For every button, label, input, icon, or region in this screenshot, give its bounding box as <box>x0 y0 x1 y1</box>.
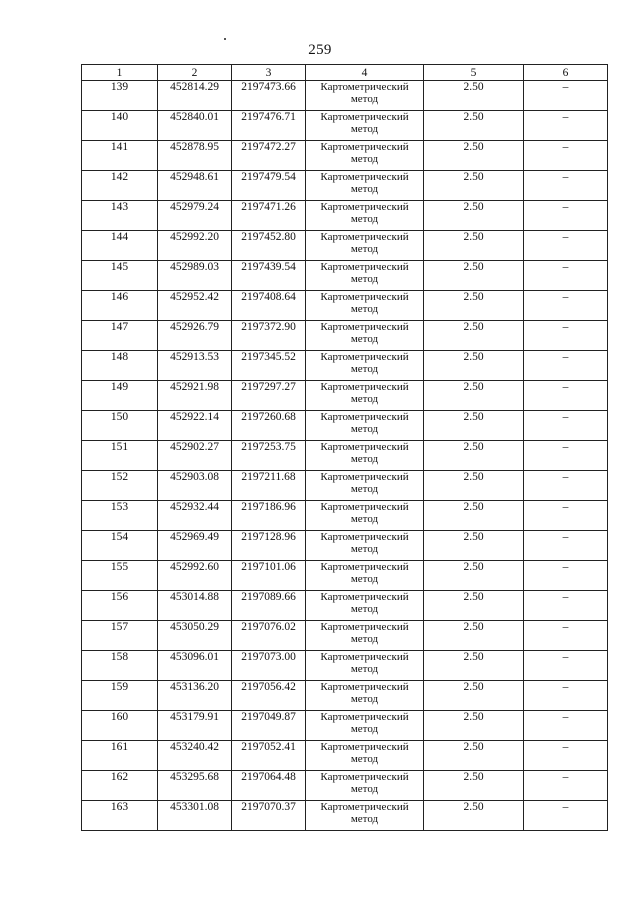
table-row <box>82 351 608 381</box>
point-number-cell: 157 <box>82 621 158 651</box>
accuracy-cell: 2.50 <box>424 321 524 351</box>
y-coordinate-cell: 2197253.75 <box>232 441 306 471</box>
page-number: 259 <box>308 42 332 58</box>
method-cell: Картометрический метод <box>306 741 424 771</box>
note-cell: – <box>524 201 608 231</box>
y-coordinate-cell: 2197476.71 <box>232 111 306 141</box>
point-number-cell: 150 <box>82 411 158 441</box>
column-header-2: 2 <box>158 65 232 81</box>
point-number-cell: 154 <box>82 531 158 561</box>
note-cell: – <box>524 741 608 771</box>
method-cell: Картометрический метод <box>306 141 424 171</box>
x-coordinate-cell: 452913.53 <box>158 351 232 381</box>
point-number-cell: 146 <box>82 291 158 321</box>
table-row <box>82 561 608 591</box>
accuracy-cell: 2.50 <box>424 231 524 261</box>
point-number-cell: 155 <box>82 561 158 591</box>
x-coordinate-cell: 452979.24 <box>158 201 232 231</box>
y-coordinate-cell: 2197472.27 <box>232 141 306 171</box>
note-cell: – <box>524 771 608 801</box>
column-header-5: 5 <box>424 65 524 81</box>
table-header-row <box>82 65 608 81</box>
note-cell: – <box>524 501 608 531</box>
method-cell: Картометрический метод <box>306 261 424 291</box>
method-cell: Картометрический метод <box>306 561 424 591</box>
table-body <box>82 81 608 831</box>
accuracy-cell: 2.50 <box>424 501 524 531</box>
table-row <box>82 231 608 261</box>
x-coordinate-cell: 452840.01 <box>158 111 232 141</box>
method-cell: Картометрический метод <box>306 231 424 261</box>
x-coordinate-cell: 453301.08 <box>158 801 232 831</box>
method-cell: Картометрический метод <box>306 681 424 711</box>
note-cell: – <box>524 171 608 201</box>
accuracy-cell: 2.50 <box>424 621 524 651</box>
y-coordinate-cell: 2197089.66 <box>232 591 306 621</box>
accuracy-cell: 2.50 <box>424 801 524 831</box>
method-cell: Картометрический метод <box>306 471 424 501</box>
method-cell: Картометрический метод <box>306 381 424 411</box>
accuracy-cell: 2.50 <box>424 411 524 441</box>
table-row <box>82 531 608 561</box>
point-number-cell: 149 <box>82 381 158 411</box>
x-coordinate-cell: 452878.95 <box>158 141 232 171</box>
table-row <box>82 111 608 141</box>
y-coordinate-cell: 2197479.54 <box>232 171 306 201</box>
x-coordinate-cell: 452989.03 <box>158 261 232 291</box>
note-cell: – <box>524 141 608 171</box>
method-cell: Картометрический метод <box>306 651 424 681</box>
note-cell: – <box>524 531 608 561</box>
y-coordinate-cell: 2197052.41 <box>232 741 306 771</box>
x-coordinate-cell: 453295.68 <box>158 771 232 801</box>
x-coordinate-cell: 453096.01 <box>158 651 232 681</box>
note-cell: – <box>524 471 608 501</box>
y-coordinate-cell: 2197452.80 <box>232 231 306 261</box>
table-row <box>82 171 608 201</box>
column-header-3: 3 <box>232 65 306 81</box>
table-row <box>82 801 608 831</box>
point-number-cell: 153 <box>82 501 158 531</box>
x-coordinate-cell: 452902.27 <box>158 441 232 471</box>
x-coordinate-cell: 452926.79 <box>158 321 232 351</box>
point-number-cell: 160 <box>82 711 158 741</box>
table-row <box>82 771 608 801</box>
point-number-cell: 140 <box>82 111 158 141</box>
method-cell: Картометрический метод <box>306 201 424 231</box>
x-coordinate-cell: 453136.20 <box>158 681 232 711</box>
column-header-6: 6 <box>524 65 608 81</box>
y-coordinate-cell: 2197345.52 <box>232 351 306 381</box>
accuracy-cell: 2.50 <box>424 81 524 111</box>
method-cell: Картометрический метод <box>306 171 424 201</box>
table-row <box>82 321 608 351</box>
accuracy-cell: 2.50 <box>424 141 524 171</box>
note-cell: – <box>524 321 608 351</box>
x-coordinate-cell: 453050.29 <box>158 621 232 651</box>
y-coordinate-cell: 2197439.54 <box>232 261 306 291</box>
note-cell: – <box>524 381 608 411</box>
note-cell: – <box>524 351 608 381</box>
note-cell: – <box>524 801 608 831</box>
table-row <box>82 201 608 231</box>
table-row <box>82 621 608 651</box>
accuracy-cell: 2.50 <box>424 351 524 381</box>
point-number-cell: 147 <box>82 321 158 351</box>
y-coordinate-cell: 2197076.02 <box>232 621 306 651</box>
column-header-1: 1 <box>82 65 158 81</box>
table-row <box>82 591 608 621</box>
x-coordinate-cell: 453179.91 <box>158 711 232 741</box>
x-coordinate-cell: 452932.44 <box>158 501 232 531</box>
method-cell: Картометрический метод <box>306 81 424 111</box>
point-number-cell: 151 <box>82 441 158 471</box>
method-cell: Картометрический метод <box>306 771 424 801</box>
x-coordinate-cell: 452992.60 <box>158 561 232 591</box>
y-coordinate-cell: 2197101.06 <box>232 561 306 591</box>
accuracy-cell: 2.50 <box>424 771 524 801</box>
accuracy-cell: 2.50 <box>424 471 524 501</box>
method-cell: Картометрический метод <box>306 531 424 561</box>
accuracy-cell: 2.50 <box>424 531 524 561</box>
accuracy-cell: 2.50 <box>424 111 524 141</box>
point-number-cell: 144 <box>82 231 158 261</box>
table-row <box>82 741 608 771</box>
y-coordinate-cell: 2197073.00 <box>232 651 306 681</box>
y-coordinate-cell: 2197211.68 <box>232 471 306 501</box>
accuracy-cell: 2.50 <box>424 591 524 621</box>
y-coordinate-cell: 2197049.87 <box>232 711 306 741</box>
point-number-cell: 145 <box>82 261 158 291</box>
point-number-cell: 162 <box>82 771 158 801</box>
coordinates-table <box>81 64 608 831</box>
accuracy-cell: 2.50 <box>424 441 524 471</box>
y-coordinate-cell: 2197408.64 <box>232 291 306 321</box>
point-number-cell: 139 <box>82 81 158 111</box>
method-cell: Картометрический метод <box>306 351 424 381</box>
y-coordinate-cell: 2197471.26 <box>232 201 306 231</box>
method-cell: Картометрический метод <box>306 441 424 471</box>
accuracy-cell: 2.50 <box>424 381 524 411</box>
table-row <box>82 471 608 501</box>
method-cell: Картометрический метод <box>306 501 424 531</box>
method-cell: Картометрический метод <box>306 711 424 741</box>
y-coordinate-cell: 2197372.90 <box>232 321 306 351</box>
y-coordinate-cell: 2197128.96 <box>232 531 306 561</box>
accuracy-cell: 2.50 <box>424 561 524 591</box>
note-cell: – <box>524 111 608 141</box>
table-row <box>82 651 608 681</box>
table-row <box>82 141 608 171</box>
point-number-cell: 141 <box>82 141 158 171</box>
note-cell: – <box>524 291 608 321</box>
x-coordinate-cell: 453240.42 <box>158 741 232 771</box>
point-number-cell: 152 <box>82 471 158 501</box>
note-cell: – <box>524 411 608 441</box>
note-cell: – <box>524 561 608 591</box>
method-cell: Картометрический метод <box>306 801 424 831</box>
point-number-cell: 161 <box>82 741 158 771</box>
note-cell: – <box>524 711 608 741</box>
accuracy-cell: 2.50 <box>424 711 524 741</box>
accuracy-cell: 2.50 <box>424 681 524 711</box>
y-coordinate-cell: 2197056.42 <box>232 681 306 711</box>
note-cell: – <box>524 621 608 651</box>
accuracy-cell: 2.50 <box>424 741 524 771</box>
table-row <box>82 291 608 321</box>
table-row <box>82 381 608 411</box>
accuracy-cell: 2.50 <box>424 201 524 231</box>
method-cell: Картометрический метод <box>306 591 424 621</box>
y-coordinate-cell: 2197260.68 <box>232 411 306 441</box>
column-header-4: 4 <box>306 65 424 81</box>
table-row <box>82 441 608 471</box>
method-cell: Картометрический метод <box>306 411 424 441</box>
note-cell: – <box>524 441 608 471</box>
y-coordinate-cell: 2197070.37 <box>232 801 306 831</box>
method-cell: Картометрический метод <box>306 321 424 351</box>
note-cell: – <box>524 651 608 681</box>
table-row <box>82 81 608 111</box>
note-cell: – <box>524 681 608 711</box>
point-number-cell: 142 <box>82 171 158 201</box>
accuracy-cell: 2.50 <box>424 651 524 681</box>
method-cell: Картометрический метод <box>306 621 424 651</box>
x-coordinate-cell: 452952.42 <box>158 291 232 321</box>
table-row <box>82 711 608 741</box>
point-number-cell: 156 <box>82 591 158 621</box>
table-row <box>82 681 608 711</box>
scan-speck <box>224 38 226 40</box>
method-cell: Картометрический метод <box>306 111 424 141</box>
method-cell: Картометрический метод <box>306 291 424 321</box>
x-coordinate-cell: 452948.61 <box>158 171 232 201</box>
x-coordinate-cell: 452903.08 <box>158 471 232 501</box>
point-number-cell: 148 <box>82 351 158 381</box>
point-number-cell: 143 <box>82 201 158 231</box>
x-coordinate-cell: 452922.14 <box>158 411 232 441</box>
x-coordinate-cell: 452921.98 <box>158 381 232 411</box>
point-number-cell: 159 <box>82 681 158 711</box>
y-coordinate-cell: 2197064.48 <box>232 771 306 801</box>
note-cell: – <box>524 81 608 111</box>
accuracy-cell: 2.50 <box>424 171 524 201</box>
y-coordinate-cell: 2197473.66 <box>232 81 306 111</box>
table-row <box>82 261 608 291</box>
point-number-cell: 158 <box>82 651 158 681</box>
y-coordinate-cell: 2197297.27 <box>232 381 306 411</box>
note-cell: – <box>524 261 608 291</box>
x-coordinate-cell: 452969.49 <box>158 531 232 561</box>
table-row <box>82 501 608 531</box>
accuracy-cell: 2.50 <box>424 261 524 291</box>
y-coordinate-cell: 2197186.96 <box>232 501 306 531</box>
x-coordinate-cell: 453014.88 <box>158 591 232 621</box>
x-coordinate-cell: 452992.20 <box>158 231 232 261</box>
table-row <box>82 411 608 441</box>
x-coordinate-cell: 452814.29 <box>158 81 232 111</box>
note-cell: – <box>524 591 608 621</box>
note-cell: – <box>524 231 608 261</box>
point-number-cell: 163 <box>82 801 158 831</box>
accuracy-cell: 2.50 <box>424 291 524 321</box>
